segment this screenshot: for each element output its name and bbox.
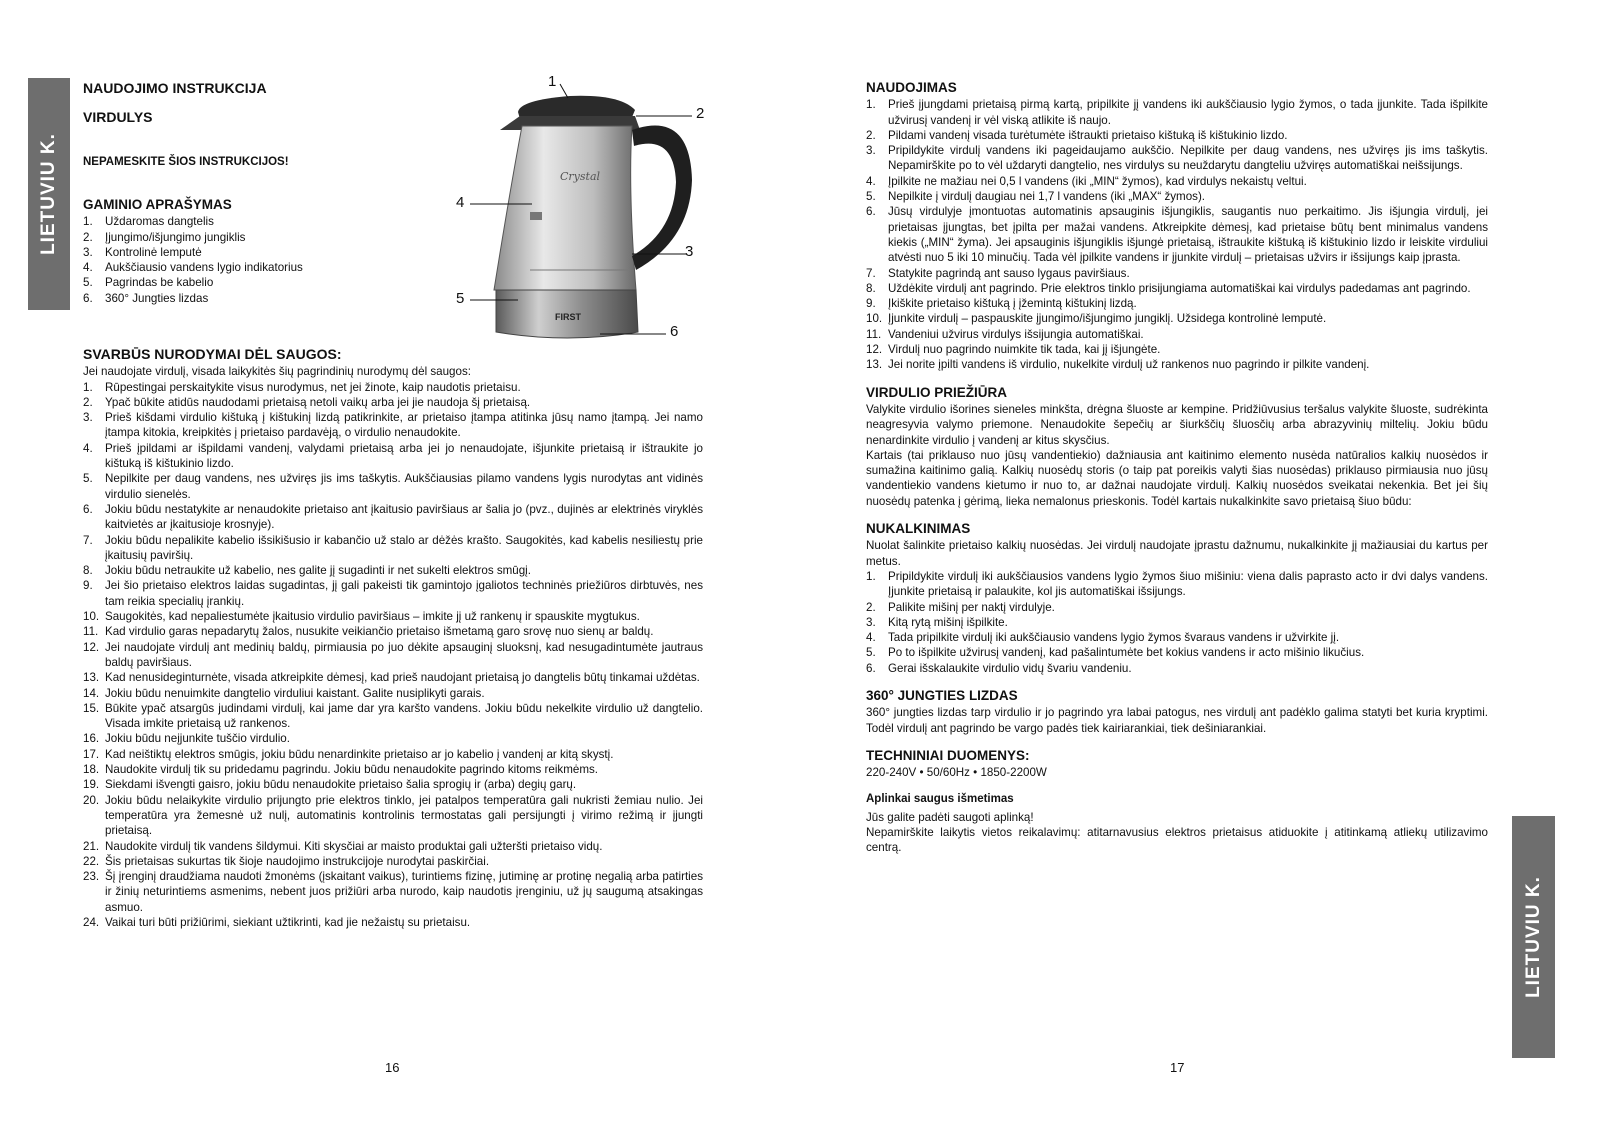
list-item-number: 2. xyxy=(866,128,876,142)
list-item xyxy=(866,143,1488,174)
list-item-text: Kitą rytą mišinį išpilkite. xyxy=(888,615,1008,629)
list-item xyxy=(866,311,1488,326)
list-item xyxy=(83,245,463,260)
list-item xyxy=(83,609,703,624)
list-item-number: 11. xyxy=(866,327,882,341)
svg-text:FIRST: FIRST xyxy=(555,312,581,322)
usage-list xyxy=(866,97,1488,372)
list-item xyxy=(83,747,703,762)
list-item xyxy=(83,260,463,275)
list-item-number: 2. xyxy=(866,600,876,614)
list-item-number: 20. xyxy=(83,793,100,807)
list-item-text: Naudokite virdulį tik su pridedamu pagrindu. Jokiu būdu nenaudokite pagrindo kitoms reikmėms. xyxy=(105,763,599,777)
list-item-number: 11. xyxy=(83,625,99,639)
care-paragraph-2: Kartais (tai priklauso nuo jūsų vandentiekio) dažniausia ant kaitinimo elemento nusėda natūralios kalkių nuosėdos ir sumažina kaitinimo galią. Kalkių nuosėdų storis (o taip pat poreikis valyti šias nuosėdas) priklauso pirmiausia nuo jūsų vandentiekio vandens kietumo ir nuo to, ar dažnai naudojate virdulį. Kalkių nuosėdos sveikatai nekenkia. Bet jei šių nuosėdų patenka į gėrimą, lieka nemalonus prieskonis. Todėl kartais nukalkinkite savo prietaisą šiuo būdu: xyxy=(866,448,1488,508)
list-item xyxy=(866,174,1488,189)
product-name: VIRDULYS xyxy=(83,109,153,125)
callout-2: 2 xyxy=(696,105,705,122)
description-title: GAMINIO APRAŠYMAS xyxy=(83,197,232,212)
list-item xyxy=(866,266,1488,281)
list-item-text: Prieš įpildami ar išpildami vandenį, valydami prietaisą arba jei jo nenaudojate, išjunkite prietaisą ir ištraukite jo kištuką iš kištukinio lizdo. xyxy=(105,441,703,471)
list-item-text: Pildami vandenį visada turėtumėte ištraukti prietaiso kištuką iš kištukinio lizdo. xyxy=(888,128,1288,142)
list-item-number: 5. xyxy=(83,276,93,290)
list-item-number: 13. xyxy=(83,671,100,685)
list-item-number: 15. xyxy=(83,701,100,715)
list-item-number: 3. xyxy=(83,245,93,259)
safety-intro: Jei naudojate virdulį, visada laikykitės šių pagrindinių nurodymų dėl saugos: xyxy=(83,365,471,379)
descaling-title: NUKALKINIMAS xyxy=(866,521,971,537)
list-item-number: 9. xyxy=(866,297,876,311)
list-item-text: Jokiu būdu nestatykite ar nenaudokite prietaiso ant įkaitusio paviršiaus ar šalia jo (pvz., dujinės ar elektrinės viryklės kaitvietės ar įkaitusioje krosnyje). xyxy=(105,502,703,532)
list-item xyxy=(83,395,703,410)
connector-text: 360° jungties lizdas tarp virdulio ir jo pagrindo yra labai patogus, nes virdulį ant padėklo galima statyti bet kuria kryptimi. Todėl virdulį ant pagrindo be vargo padės tiek kairiarankiai, tiek dešiniarankiai. xyxy=(866,706,1488,735)
callout-4: 4 xyxy=(456,194,465,211)
list-item-text: Įjungimo/išjungimo jungiklis xyxy=(105,230,246,244)
list-item xyxy=(83,854,703,869)
env-paragraph-2: Nepamirškite laikytis vietos reikalavimų: atitarnavusius elektros prietaisus atiduokite į atitinkamą atliekų utilizavimo centrą. xyxy=(866,826,1488,855)
product-description xyxy=(83,197,463,306)
list-item-number: 12. xyxy=(83,640,100,654)
list-item-text: Ypač būkite atidūs naudodami prietaisą netoli vaikų arba jei jie naudoja šį prietaisą. xyxy=(105,395,531,409)
page-number-left: 16 xyxy=(385,1060,400,1075)
list-item-number: 7. xyxy=(83,533,93,547)
language-tab-label: LIETUVIU K. xyxy=(38,133,59,255)
list-item-number: 3. xyxy=(866,144,876,158)
list-item xyxy=(83,563,703,578)
list-item-text: Aukščiausio vandens lygio indikatorius xyxy=(105,261,303,275)
list-item-number: 3. xyxy=(83,411,93,425)
list-item xyxy=(83,777,703,792)
descaling-list xyxy=(866,569,1488,676)
list-item-text: Nepilkite per daug vandens, nes užviręs jis ims taškytis. Aukščiausias pilamo vandens lygis nurodytas ant vidinės virdulio sienelės. xyxy=(105,472,703,501)
list-item-text: Jei norite įpilti vandens iš virdulio, nukelkite virdulį už rankenos nuo pagrindo ir pilkite vandenį. xyxy=(888,358,1370,372)
list-item-text: Įkiškite prietaiso kištuką į įžemintą kištukinį lizdą. xyxy=(888,297,1137,311)
list-item-number: 12. xyxy=(866,343,883,357)
list-item-number: 3. xyxy=(866,615,876,629)
list-item-text: Kad neištiktų elektros smūgis, jokiu būdu nenardinkite prietaiso ar jo kabelio į vandenį ar kitą skystį. xyxy=(105,747,614,761)
list-item-text: Pripildykite virdulį iki aukščiausios vandens lygio žymos šiuo mišiniu: viena dalis paprasto acto ir dvi dalys vandens. Įjunkite prietaisą ir palaukite, kol jis automatiškai išsijungs. xyxy=(888,569,1488,599)
list-item-number: 8. xyxy=(83,564,93,578)
list-item-number: 6. xyxy=(83,502,93,516)
list-item-text: Vandeniui užvirus virdulys išsijungia automatiškai. xyxy=(888,327,1144,341)
list-item xyxy=(83,471,703,502)
list-item-text: Jokiu būdu nelaikykite virdulio prijungto prie elektros tinklo, jei patalpos temperatūra gali nukristi žemiau nulio. Jei temperatūra yra žemesnė už nulį, automatinis kontrolinis termostatas gali persijungti į virimo režimą ir įjungti prietaisą. xyxy=(105,793,703,838)
list-item xyxy=(83,839,703,854)
list-item xyxy=(866,327,1488,342)
list-item-number: 5. xyxy=(83,472,93,486)
list-item-text: Tada pripilkite virdulį iki aukščiausio vandens lygio žymos švaraus vandens ir užvirkite jį. xyxy=(888,631,1340,645)
list-item-number: 1. xyxy=(83,380,93,394)
list-item xyxy=(866,128,1488,143)
list-item-number: 5. xyxy=(866,190,876,204)
env-title: Aplinkai saugus išmetimas xyxy=(866,793,1014,806)
list-item-text: Vaikai turi būti prižiūrimi, siekiant užtikrinti, kad jie nežaistų su prietaisu. xyxy=(105,915,471,929)
list-item-text: Kad virdulio garas nepadarytų žalos, nusukite veikiančio prietaiso išmetamą garo srovę nuo sienų ar baldų. xyxy=(105,625,654,639)
list-item xyxy=(83,869,703,915)
list-item-text: Šį įrenginį draudžiama naudoti žmonėms (įskaitant vaikus), turintiems fizinę, jutiminę ar protinę negalią arba patirties ir žinių neturintiems asmenims, nebent juos prižiūri arba nurodo, kaip naudotis įrenginiu, už jų saugumą atsakingas asmuo. xyxy=(105,870,703,914)
list-item-number: 6. xyxy=(866,205,876,219)
right-column xyxy=(866,80,1488,856)
descaling-intro: Nuolat šalinkite prietaiso kalkių nuosėdas. Jei virdulį naudojate įprastu dažnumu, nukalkinkite jį mažiausiai du kartus per metus. xyxy=(866,539,1488,568)
list-item-number: 10. xyxy=(83,610,100,624)
document-title: NAUDOJIMO INSTRUKCIJA xyxy=(83,80,267,96)
list-item xyxy=(83,502,703,533)
list-item xyxy=(83,291,463,306)
list-item-text: Prieš kišdami virdulio kištuką į kištukinį lizdą patikrinkite, ar prietaiso įtampa atitinka jūsų namo įtampą. Jei namo įtampa kitokia, kreipkitės į prietaiso pardavėją, o virdulio nenaudokite. xyxy=(105,411,703,440)
list-item-text: Jei šio prietaiso elektros laidas sugadintas, jį gali pakeisti tik gamintojo įgaliotos techninės priežiūros dirbtuvės, nes tam reikia specialių įrankių. xyxy=(105,579,703,608)
list-item-text: Būkite ypač atsargūs judindami virdulį, kai jame dar yra karšto vandens. Jokiu būdu nekelkite virdulio už dangtelio. Visada imkite prietaisą už rankenos. xyxy=(105,701,703,731)
list-item xyxy=(866,569,1488,600)
list-item xyxy=(866,661,1488,676)
list-item xyxy=(83,793,703,839)
kettle-illustration xyxy=(460,70,720,360)
specs-text: 220-240V • 50/60Hz • 1850-2200W xyxy=(866,766,1047,780)
list-item-number: 5. xyxy=(866,646,876,660)
list-item xyxy=(866,97,1488,128)
list-item-number: 8. xyxy=(866,281,876,295)
safety-section xyxy=(83,347,703,930)
connector-title: 360° JUNGTIES LIZDAS xyxy=(866,687,1018,703)
list-item-number: 13. xyxy=(866,358,883,372)
list-item xyxy=(83,686,703,701)
list-item xyxy=(83,915,703,930)
list-item-number: 4. xyxy=(866,174,876,188)
callout-6: 6 xyxy=(670,323,679,340)
list-item-text: Jokiu būdu netraukite už kabelio, nes galite jį sugadinti ir net sukelti elektros smūgį. xyxy=(105,564,531,578)
list-item-number: 14. xyxy=(83,686,100,700)
list-item-number: 18. xyxy=(83,763,100,777)
list-item xyxy=(866,600,1488,615)
list-item xyxy=(83,762,703,777)
list-item xyxy=(866,615,1488,630)
callout-5: 5 xyxy=(456,290,465,307)
list-item-text: 360° Jungties lizdas xyxy=(105,291,209,305)
list-item-number: 4. xyxy=(83,261,93,275)
list-item-text: Nepilkite į virdulį daugiau nei 1,7 l vandens (iki „MAX“ žymos). xyxy=(888,190,1206,204)
list-item-text: Pripildykite virdulį vandens iki pageidaujamo aukščio. Nepilkite per daug vandens, nes užviręs jis ims taškytis. Nepamirškite po to vėl uždaryti dangtelio, nes virdulys su neuždarytu dangteliu užviręs automatiškai neišsijungs. xyxy=(888,144,1488,173)
list-item-number: 4. xyxy=(866,631,876,645)
list-item-text: Uždaromas dangtelis xyxy=(105,215,214,229)
list-item-number: 10. xyxy=(866,312,883,326)
list-item-text: Po to išpilkite užvirusį vandenį, kad pašalintumėte bet kokius vandens ir acto mišinio likučius. xyxy=(888,646,1365,660)
list-item xyxy=(83,410,703,441)
list-item xyxy=(83,275,463,290)
list-item-text: Gerai išskalaukite virdulio vidų švariu vandeniu. xyxy=(888,661,1132,675)
language-tab-right xyxy=(1512,816,1555,1058)
list-item xyxy=(83,214,463,229)
list-item xyxy=(866,342,1488,357)
list-item-text: Palikite mišinį per naktį virdulyje. xyxy=(888,600,1055,614)
list-item xyxy=(83,731,703,746)
list-item xyxy=(83,624,703,639)
list-item-number: 4. xyxy=(83,441,93,455)
list-item-text: Uždėkite virdulį ant pagrindo. Prie elektros tinklo prisijungiama automatiškai kai virdulys padedamas ant pagrindo. xyxy=(888,281,1471,295)
callout-3: 3 xyxy=(685,243,694,260)
description-list xyxy=(83,214,463,306)
svg-text:Crystal: Crystal xyxy=(560,170,601,183)
list-item xyxy=(83,701,703,732)
list-item-number: 22. xyxy=(83,854,100,868)
list-item-text: Įpilkite ne mažiau nei 0,5 l vandens (iki „MIN“ žymos), kad virdulys nekaistų veltui. xyxy=(888,174,1307,188)
list-item xyxy=(866,645,1488,660)
safety-title: SVARBŪS NURODYMAI DĖL SAUGOS: xyxy=(83,346,342,362)
list-item-number: 1. xyxy=(866,98,876,112)
list-item-text: Jei naudojate virdulį ant medinių baldų, pirmiausia po juo dėkite apsauginį sluoksnį, kad nesugadintumėte jautraus baldų paviršiaus. xyxy=(105,640,703,669)
language-tab-label: LIETUVIU K. xyxy=(1522,876,1544,998)
list-item-number: 23. xyxy=(83,870,100,884)
list-item-number: 19. xyxy=(83,778,100,792)
list-item-text: Šis prietaisas sukurtas tik šioje naudojimo instrukcijoje nurodytai paskirčiai. xyxy=(105,854,490,868)
list-item xyxy=(866,189,1488,204)
list-item xyxy=(866,357,1488,372)
list-item-text: Rūpestingai perskaitykite visus nurodymus, net jei žinote, kaip naudotis prietaisu. xyxy=(105,380,521,394)
list-item-text: Naudokite virdulį tik vandens šildymui. Kiti skysčiai ar maisto produktai gali užteršti prietaiso vidų. xyxy=(105,839,603,853)
list-item-text: Jūsų virdulyje įmontuotas automatinis apsauginis išjungiklis, saugantis nuo perkaitimo. Jis išjungia virdulį, jei prietaisas įjungtas, bet įpilta per mažai vandens. Atkreipkite dėmesį, kad prietaise būtų bent minimalus vandens kiekis („MIN“ žyma). Jei apsauginis išjungiklis išjungė prietaisą, ištraukite kištuką iš kištukinio lizdo ir leiskite virduliui atvėsti nuo 5 iki 10 minučių. Tada vėl įpilkite vandens ir įjunkite virdulį – prietaisas užvirs ir išsijungs kaip įprasta. xyxy=(888,205,1488,265)
list-item-number: 1. xyxy=(83,215,93,229)
list-item xyxy=(866,630,1488,645)
list-item-number: 2. xyxy=(83,395,93,409)
list-item-text: Prieš įjungdami prietaisą pirmą kartą, pripilkite jį vandens iki aukščiausio lygio žymos, o tada įjunkite. Tada išpilkite užvirusį vandenį ir vėl viską atlikite iš naujo. xyxy=(888,98,1488,127)
list-item xyxy=(83,640,703,671)
list-item-number: 6. xyxy=(866,661,876,675)
list-item-number: 6. xyxy=(83,291,93,305)
list-item xyxy=(866,204,1488,265)
care-title: VIRDULIO PRIEŽIŪRA xyxy=(866,384,1008,400)
page-number-right: 17 xyxy=(1170,1060,1185,1075)
list-item-number: 9. xyxy=(83,579,93,593)
list-item-number: 2. xyxy=(83,230,93,244)
list-item xyxy=(83,533,703,564)
list-item-number: 21. xyxy=(83,839,100,853)
list-item-text: Virdulį nuo pagrindo nuimkite tik tada, kai jį išjungėte. xyxy=(888,343,1161,357)
list-item-number: 17. xyxy=(83,747,100,761)
list-item-text: Kontrolinė lemputė xyxy=(105,245,202,259)
list-item-number: 7. xyxy=(866,266,876,280)
list-item xyxy=(83,441,703,472)
list-item-text: Pagrindas be kabelio xyxy=(105,276,214,290)
care-paragraph-1: Valykite virdulio išorines sieneles minkšta, drėgna šluoste ar kempine. Pridžiūvusius teršalus valykite šluoste, sudrėkinta neagresyvia valymo priemone. Nenaudokite šepečių ar šiurkščių šluosčių arba abrazyvinių miltelių. Jokiu būdu nenardinkite virdulio į vandenį ar kitus skysčius. xyxy=(866,402,1488,447)
list-item xyxy=(866,281,1488,296)
list-item-number: 1. xyxy=(866,569,876,583)
right-page xyxy=(800,0,1600,1132)
list-item xyxy=(866,296,1488,311)
specs-title: TECHNINIAI DUOMENYS: xyxy=(866,747,1030,763)
list-item xyxy=(83,578,703,609)
list-item-text: Kad nenusideginturnėte, visada atkreipkite dėmesį, kad prieš naudojant prietaisą jo dangtelis būtų tinkamai uždėtas. xyxy=(105,671,700,685)
keep-instructions-warning: NEPAMESKITE ŠIOS INSTRUKCIJOS! xyxy=(83,156,289,168)
list-item-text: Įjunkite virdulį – paspauskite įjungimo/išjungimo jungiklį. Užsidega kontrolinė lemputė. xyxy=(888,312,1327,326)
list-item-text: Jokiu būdu nepalikite kabelio išsikišusio ir kabančio už stalo ar dėžės krašto. Saugokitės, kad kabelis nesiliestų prie įkaitusių paviršių. xyxy=(105,533,703,562)
usage-title: NAUDOJIMAS xyxy=(866,80,957,95)
callout-1: 1 xyxy=(548,73,557,90)
env-paragraph-1: Jūs galite padėti saugoti aplinką! xyxy=(866,810,1034,824)
list-item-number: 24. xyxy=(83,915,100,929)
list-item xyxy=(83,380,703,395)
list-item-text: Jokiu būdu nenuimkite dangtelio virduliui kaistant. Galite nusiplikyti garais. xyxy=(105,686,485,700)
language-tab-left xyxy=(28,78,70,310)
safety-list xyxy=(83,380,703,931)
list-item-text: Saugokitės, kad nepaliestumėte įkaitusio virdulio paviršiaus – imkite jį už rankenų ir spauskite mygtukus. xyxy=(105,610,640,624)
list-item xyxy=(83,230,463,245)
list-item-number: 16. xyxy=(83,732,100,746)
list-item-text: Statykite pagrindą ant sauso lygaus paviršiaus. xyxy=(888,266,1130,280)
list-item xyxy=(83,670,703,685)
list-item-text: Siekdami išvengti gaisro, jokiu būdu nenaudokite prietaiso šalia sprogių ir (arba) degių garų. xyxy=(105,778,577,792)
list-item-text: Jokiu būdu neįjunkite tuščio virdulio. xyxy=(105,732,290,746)
